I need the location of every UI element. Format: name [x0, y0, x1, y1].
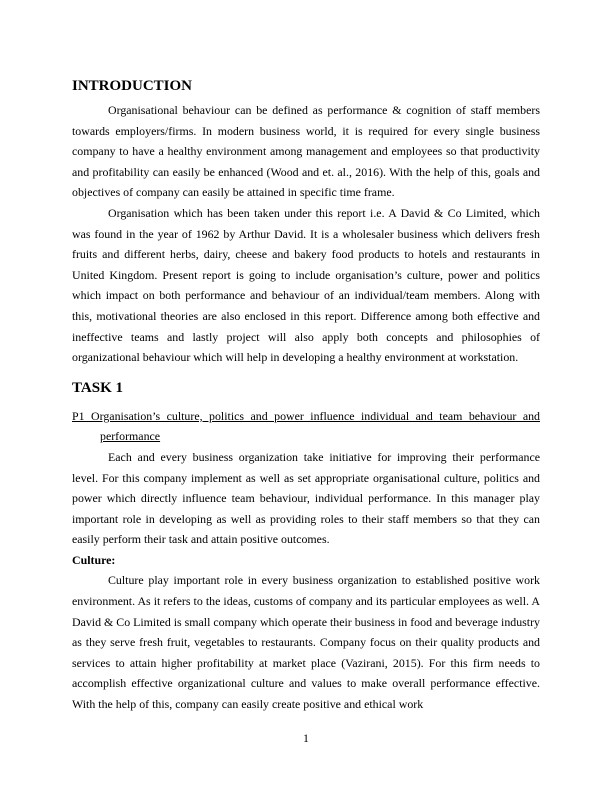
introduction-heading: INTRODUCTION — [72, 78, 193, 94]
p1-paragraph: Each and every business organization take initiative for improving their performance level. For this company implement as well as set appropriate organisational culture, politics and power which directly influence team behaviour, individual performance. In this manager play important role in developing as well as providing roles to their staff members so that they can easily perform their task and attain positive outcomes. — [72, 449, 540, 547]
document-page — [72, 76, 540, 715]
introduction-paragraph-2: Organisation which has been taken under this report i.e. A David & Co Limited, which was found in the year of 1962 by Arthur David. It is a wholesaler business which delivers fresh fruits and different herbs, dairy, cheese and bakery food products to hotels and restaurants in United Kingdom. Present report is going to include organisation’s culture, power and politics which impact on both performance and behaviour of an individual/team members. Along with this, motivational theories are also enclosed in this report. Difference among both effective and ineffective teams and lastly project will also apply both concepts and philosophies of organizational behaviour which will help in developing a healthy environment at workstation. — [72, 205, 540, 365]
introduction-paragraph-1: Organisational behaviour can be defined as performance & cognition of staff members towards employers/firms. In modern business world, it is required for every single business company to have a healthy environment among management and employees so that productivity and profitability can easily be enhanced (Wood and et. al., 2016). With the help of this, goals and objectives of company can easily be attained in specific time frame. — [72, 103, 540, 200]
culture-paragraph: Culture play important role in every business organization to established positive work environment. As it refers to the ideas, customs of company and its particular employees as well. A David & Co Limited is small company which operate their business in food and beverage industry as they serve fresh fruit, vegetables to restaurants. Company focus on their quality products and services to attain higher profitability at market place (Vazirani, 2015). For this firm needs to accomplish effective organizational culture and values to make overall performance effective. With the help of this, company can easily create positive and ethical work — [72, 573, 540, 712]
task-1-heading: TASK 1 — [72, 379, 123, 396]
p1-subheading: P1 Organisation’s culture, politics and power influence individual and team behaviour and performance — [72, 408, 540, 444]
culture-label: Culture: — [72, 552, 116, 567]
page-number: 1 — [303, 731, 309, 745]
